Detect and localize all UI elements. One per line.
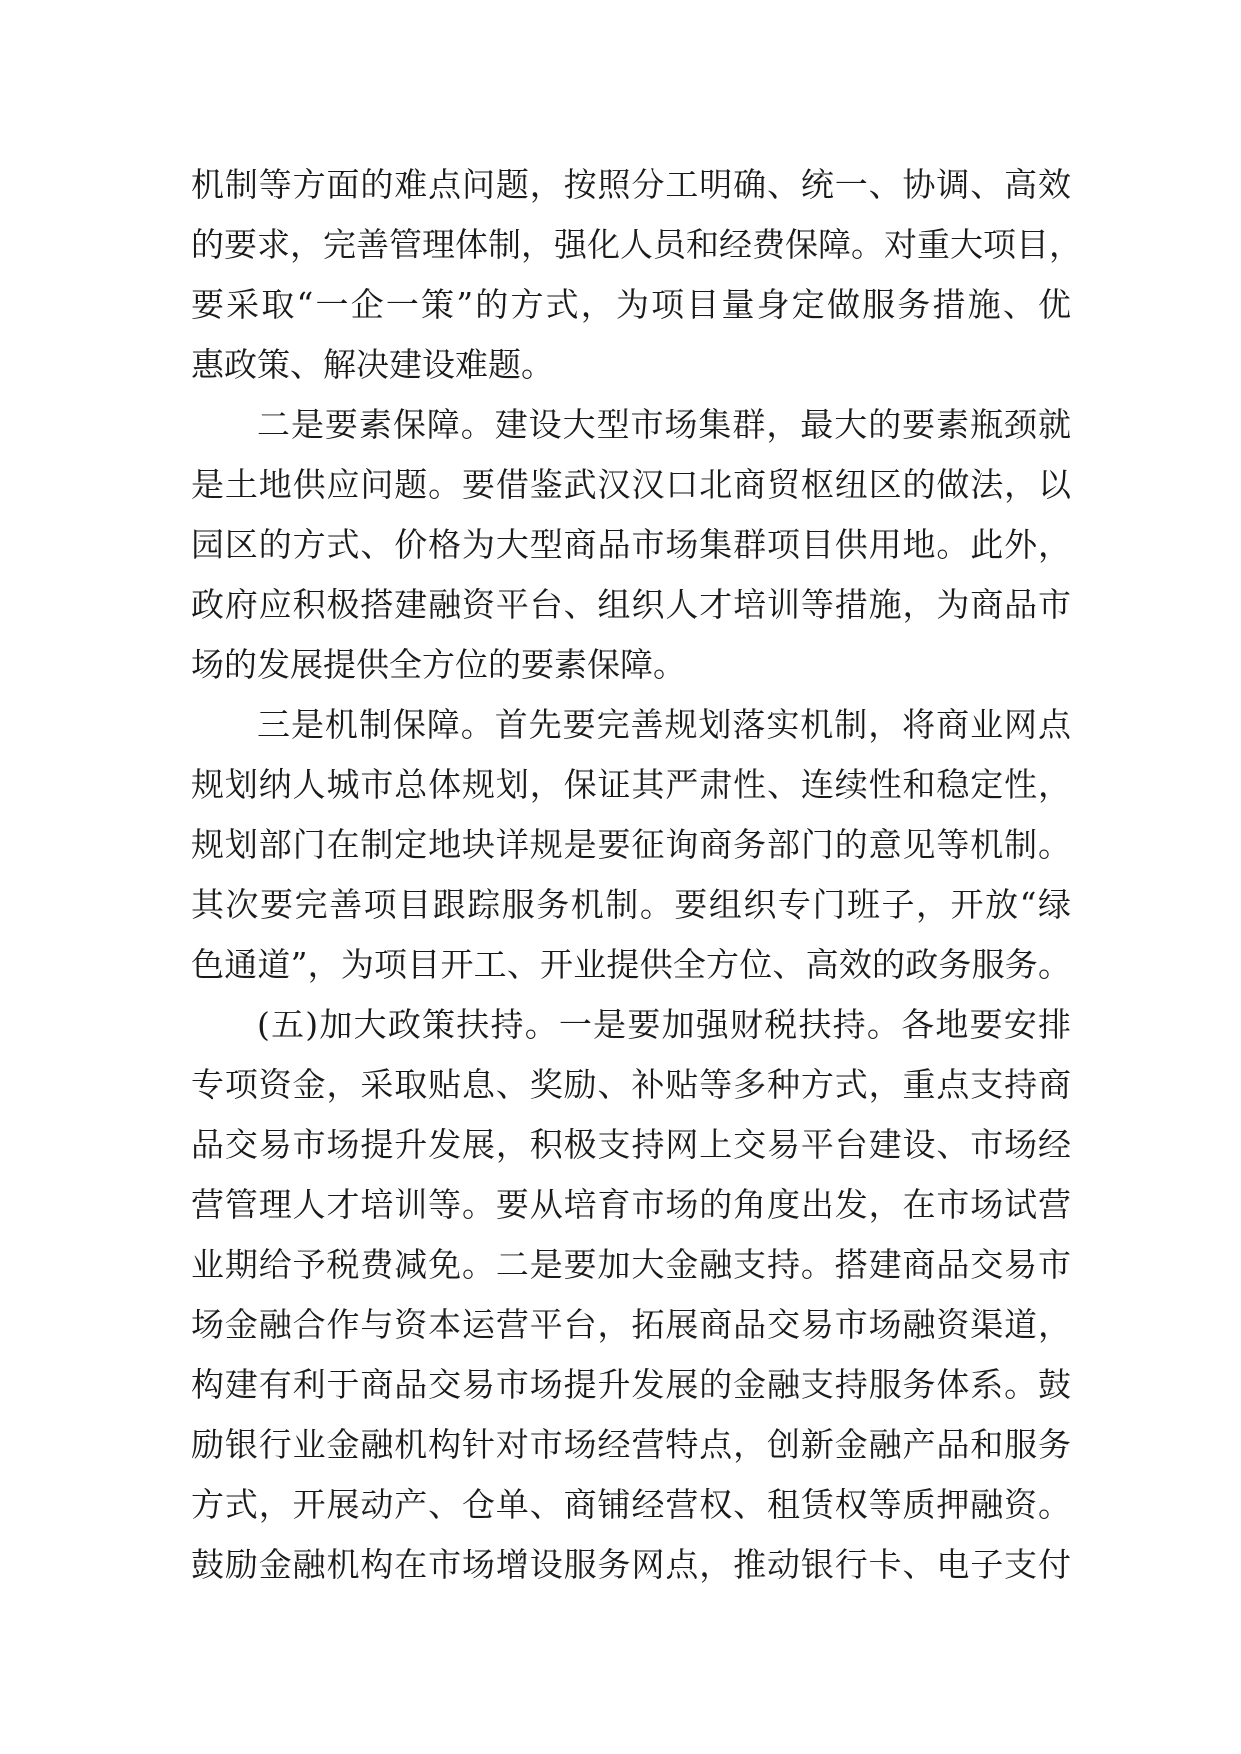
text-line: 其次要完善项目跟踪服务机制。要组织专门班子，开放“绿: [191, 885, 1071, 924]
text-line: 园区的方式、价格为大型商品市场集群项目供用地。此外，: [191, 525, 1071, 564]
text-line: 是土地供应问题。要借鉴武汉汉口北商贸枢纽区的做法，以: [191, 465, 1071, 504]
text-line: 要采取“一企一策”的方式，为项目量身定做服务措施、优: [191, 285, 1071, 324]
text-line: 政府应积极搭建融资平台、组织人才培训等措施，为商品市: [191, 585, 1071, 624]
text-line: 机制等方面的难点问题，按照分工明确、统一、协调、高效: [191, 165, 1071, 204]
text-line: 色通道”，为项目开工、开业提供全方位、高效的政务服务。: [191, 945, 1071, 984]
text-line: 专项资金，采取贴息、奖励、补贴等多种方式，重点支持商: [191, 1065, 1071, 1104]
text-line: 营管理人才培训等。要从培育市场的角度出发，在市场试营: [191, 1185, 1071, 1224]
text-line: 品交易市场提升发展，积极支持网上交易平台建设、市场经: [191, 1125, 1071, 1164]
text-line: 惠政策、解决建设难题。: [191, 345, 554, 384]
text-line: 规划部门在制定地块详规是要征询商务部门的意见等机制。: [191, 825, 1071, 864]
text-line: 的要求，完善管理体制，强化人员和经费保障。对重大项目，: [191, 225, 1082, 264]
text-line: 场的发展提供全方位的要素保障。: [191, 645, 686, 684]
text-line: 业期给予税费减免。二是要加大金融支持。搭建商品交易市: [191, 1245, 1071, 1284]
text-line: 构建有利于商品交易市场提升发展的金融支持服务体系。鼓: [191, 1365, 1071, 1404]
text-line: 鼓励金融机构在市场增设服务网点，推动银行卡、电子支付: [191, 1545, 1071, 1584]
text-line: 规划纳人城市总体规划，保证其严肃性、连续性和稳定性，: [191, 765, 1071, 804]
body-text: [191, 155, 1082, 1595]
paragraph-start-line: 二是要素保障。建设大型市场集群，最大的要素瓶颈就: [257, 405, 1071, 444]
paragraph-start-line: 三是机制保障。首先要完善规划落实机制，将商业网点: [257, 705, 1071, 744]
paragraph-start-line: (五)加大政策扶持。一是要加强财税扶持。各地要安排: [257, 1005, 1071, 1044]
text-line: 方式，开展动产、仓单、商铺经营权、租赁权等质押融资。: [191, 1485, 1071, 1524]
text-line: 场金融合作与资本运营平台，拓展商品交易市场融资渠道，: [191, 1305, 1071, 1344]
text-line: 励银行业金融机构针对市场经营特点，创新金融产品和服务: [191, 1425, 1071, 1464]
